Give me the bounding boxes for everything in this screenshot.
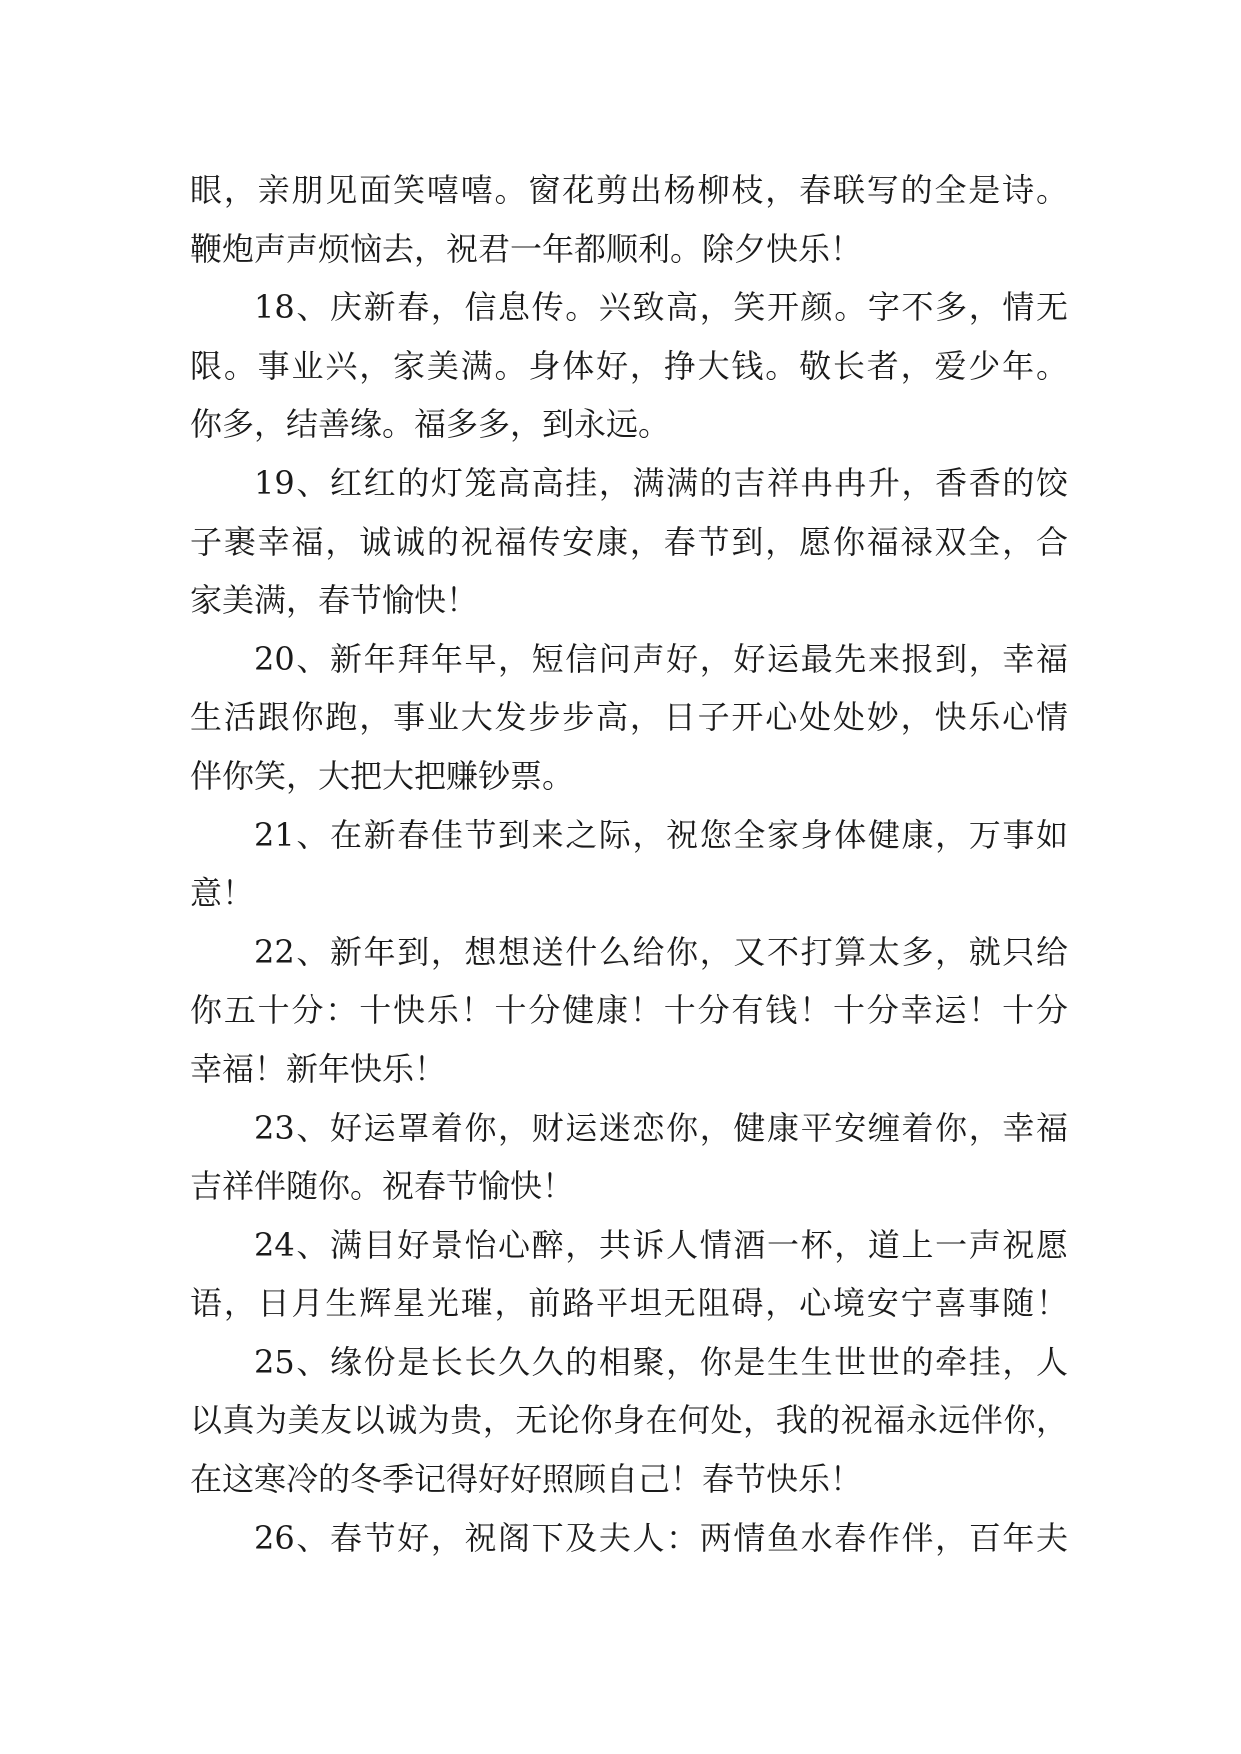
text-line: 语，日月生辉星光璀，前路平坦无阻碍，心境安宁喜事随！ bbox=[190, 1284, 1068, 1323]
paragraph-continued bbox=[190, 161, 1068, 278]
paragraph-19 bbox=[190, 454, 1068, 630]
paragraph-20 bbox=[190, 630, 1068, 806]
text-line: 在这寒冷的冬季记得好好照顾自己！春节快乐！ bbox=[190, 1460, 863, 1499]
text-line: 幸福！新年快乐！ bbox=[190, 1049, 447, 1088]
text-line: 限。事业兴，家美满。身体好，挣大钱。敬长者，爱少年。 bbox=[190, 346, 1068, 385]
text-line: 意！ bbox=[190, 874, 255, 913]
paragraph-24 bbox=[190, 1216, 1068, 1333]
text-line: 家美满，春节愉快！ bbox=[190, 581, 479, 620]
paragraph-25 bbox=[190, 1333, 1068, 1509]
text-line: 你五十分：十快乐！十分健康！十分有钱！十分幸运！十分 bbox=[190, 991, 1068, 1030]
text-line: 18、庆新春，信息传。兴致高，笑开颜。字不多，情无 bbox=[254, 288, 1068, 327]
paragraph-18 bbox=[190, 278, 1068, 454]
paragraph-21 bbox=[190, 806, 1068, 923]
text-line: 24、满目好景怡心醉，共诉人情酒一杯，道上一声祝愿 bbox=[254, 1225, 1068, 1264]
text-line: 生活跟你跑，事业大发步步高，日子开心处处妙，快乐心情 bbox=[190, 698, 1068, 737]
text-line: 19、红红的灯笼高高挂，满满的吉祥冉冉升，香香的饺 bbox=[254, 463, 1068, 502]
text-line: 20、新年拜年早，短信问声好，好运最先来报到，幸福 bbox=[254, 639, 1068, 678]
text-line: 26、春节好，祝阁下及夫人：两情鱼水春作伴，百年夫 bbox=[254, 1518, 1068, 1557]
text-line: 21、在新春佳节到来之际，祝您全家身体健康，万事如 bbox=[254, 815, 1068, 854]
text-line: 伴你笑，大把大把赚钞票。 bbox=[190, 756, 575, 795]
text-line: 23、好运罩着你，财运迷恋你，健康平安缠着你，幸福 bbox=[254, 1108, 1068, 1147]
paragraph-26 bbox=[190, 1509, 1068, 1568]
text-line: 眼，亲朋见面笑嘻嘻。窗花剪出杨柳枝，春联写的全是诗。 bbox=[190, 171, 1068, 209]
text-line: 22、新年到，想想送什么给你，又不打算太多，就只给 bbox=[254, 932, 1068, 971]
text-line: 鞭炮声声烦恼去，祝君一年都顺利。除夕快乐！ bbox=[190, 229, 863, 268]
text-line: 以真为美友以诚为贵，无论你身在何处，我的祝福永远伴你， bbox=[190, 1401, 1068, 1440]
paragraph-23 bbox=[190, 1099, 1068, 1216]
text-line: 25、缘份是长长久久的相聚，你是生生世世的牵挂，人 bbox=[254, 1342, 1068, 1381]
text-line: 吉祥伴随你。祝春节愉快！ bbox=[190, 1167, 575, 1206]
paragraph-22 bbox=[190, 923, 1068, 1099]
text-line: 你多，结善缘。福多多，到永远。 bbox=[190, 405, 671, 444]
document-body bbox=[190, 161, 1068, 1567]
text-line: 子裹幸福，诚诚的祝福传安康，春节到，愿你福禄双全，合 bbox=[190, 522, 1068, 561]
